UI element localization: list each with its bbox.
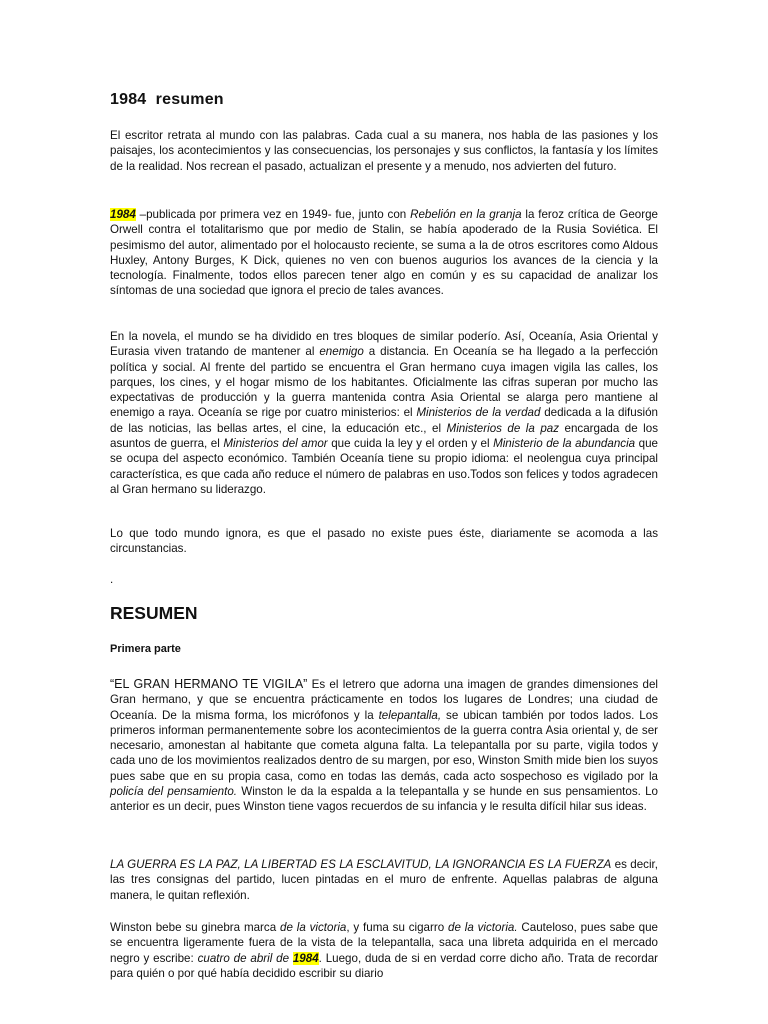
intro-paragraph	[110, 128, 658, 174]
paragraph-novel-world	[110, 329, 658, 497]
italic-term: de la victoria	[280, 921, 347, 934]
text-segment: dedicada a la difusión de las noticias, las bellas artes, el cine, la educación etc., el	[110, 406, 658, 435]
highlight-1984: 1984	[110, 208, 136, 221]
paragraph-publication	[110, 207, 658, 299]
paragraph-big-brother	[110, 677, 658, 815]
text-segment: En la novela, el mundo se ha dividido en tres bloques de similar poderío. Así, Oceanía, Asia Oriental y Eurasia viven tratando de mantener al	[110, 330, 658, 359]
text-segment: es decir, las tres consignas del partido, lucen pintadas en el muro de enfrente. Aquellas palabras de alguna manera, le quitan reflexión.	[110, 858, 658, 902]
paragraph-winston	[110, 920, 658, 981]
text-segment: la feroz crítica de George Orwell contra el totalitarismo que por medio de Stalin, se había apoderado de la Rusia Soviética. El pesimismo del autor, alimentado por el holocausto reciente, se suma a la de otros escritores como Aldous Huxley, Antony Burges, K Dick, quienes no ven con buenos augurios los avances de la ciencia y la tecnología. Finalmente, todos ellos parecen tener algo en común y es su capacidad de analizar los síntomas de una sociedad que ignora el precio de tales avances.	[110, 208, 659, 298]
text-segment: Winston bebe su ginebra marca	[110, 921, 281, 934]
italic-term: enemigo	[319, 345, 364, 359]
italic-term: cuatro de abril de	[197, 951, 293, 965]
italic-term: Ministerios de la paz	[446, 421, 560, 435]
paragraph-past	[110, 526, 658, 557]
italic-book-title: Rebelión en la granja	[410, 208, 522, 221]
italic-term: Ministerio de la abundancia	[493, 437, 636, 451]
italic-slogans: LA GUERRA ES LA PAZ, LA LIBERTAD ES LA ESCLAVITUD, LA IGNORANCIA ES LA FUERZA	[110, 858, 612, 871]
text-segment: Winston le da la espalda a la telepantalla y se hunde en sus pensamientos. Lo anterior es un decir, pues Winston tiene vagos recuerdos de su infancia y le resulta difícil hilar sus ideas.	[110, 785, 658, 814]
intro-text: El escritor retrata al mundo con las palabras. Cada cual a su manera, nos habla de las pasiones y los paisajes, los acontecimientos y las consecuencias, los personajes y sus conflictos, la fantasía y los límites de la realidad. Nos recrean el pasado, actualizan el presente y a menudo, nos advierten del futuro.	[110, 129, 658, 173]
text-segment: que se ocupa del aspecto económico. También Oceanía tiene su propio idioma: el neolengua cuya principal característica, es que cada año reduce el número de palabras en uso.Todos son felices y todos agradecen al Gran hermano su liderazgo.	[110, 437, 658, 496]
italic-term: policía del pensamiento.	[110, 785, 238, 799]
text-segment: Es el letrero que adorna una imagen de grandes dimensiones del Gran hermano, y que se encuentra prácticamente en todos los lugares de Londres; una ciudad de Oceanía. De la misma forma, los micrófonos y la	[110, 678, 659, 722]
text-segment: . Luego, duda de si en verdad corre dicho año. Trata de recordar para quién o por qué había decidido escribir su diario	[110, 951, 658, 980]
stray-dot: .	[110, 573, 114, 586]
text-segment: que cuida la ley y el orden y el	[327, 437, 494, 451]
text-segment: –publicada por primera vez en 1949- fue, junto con	[135, 208, 411, 221]
text-segment: , y fuma su cigarro	[346, 921, 449, 934]
italic-term: Ministerios del amor	[223, 437, 328, 451]
italic-term: telepantalla,	[378, 708, 442, 722]
section-heading: RESUMEN	[110, 603, 198, 623]
document-title: 1984 resumen	[110, 91, 224, 108]
text-segment: se ubican también por todos lados. Los primeros informan permanentemente sobre los acontecimientos de la guerra contra Asia oriental y, de ser necesario, amonestan al habitante que cometa alguna falta. La telepantalla por su parte, vigila todos y cada uno de los movimientos realizados dentro de su margen, por eso, Winston Smith mide bien los suyos pues sabe que en su propia casa, como en todas las demás, cada acto sospechoso es vigilado por la	[110, 708, 659, 783]
highlight-1984: 1984	[292, 951, 319, 965]
text-segment: a distancia. En Oceanía se ha llegado a la perfección política y social. Al frente del partido se encuentra el Gran hermano cuya imagen vigila las calles, los parques, los cines, y el hogar mismo de los habitantes. Oficialmente las cifras superan por mucho las expectativas de producción y la guerra mantenida contra Asia Oriental se alarga pero mantiene al enemigo a raya. Oceanía se rige por cuatro ministerios: el	[110, 345, 658, 420]
text-segment: Lo que todo mundo ignora, es que el pasado no existe pues éste, diariamente se acomoda a las circunstancias.	[110, 527, 658, 556]
subsection-heading: Primera parte	[110, 643, 181, 655]
text-segment: encargada de los asuntos de guerra, el	[110, 421, 658, 451]
paragraph-slogans	[110, 857, 658, 903]
text-segment: Cauteloso, pues sabe que se encuentra ligeramente fuera de la vista de la telepantalla, saca una libreta adquirida en el mercado negro y escribe:	[110, 921, 658, 965]
slogan-text: “EL GRAN HERMANO TE VIGILA”	[110, 677, 308, 691]
italic-term: Ministerios de la verdad	[416, 406, 541, 420]
italic-term: de la victoria.	[448, 921, 518, 934]
